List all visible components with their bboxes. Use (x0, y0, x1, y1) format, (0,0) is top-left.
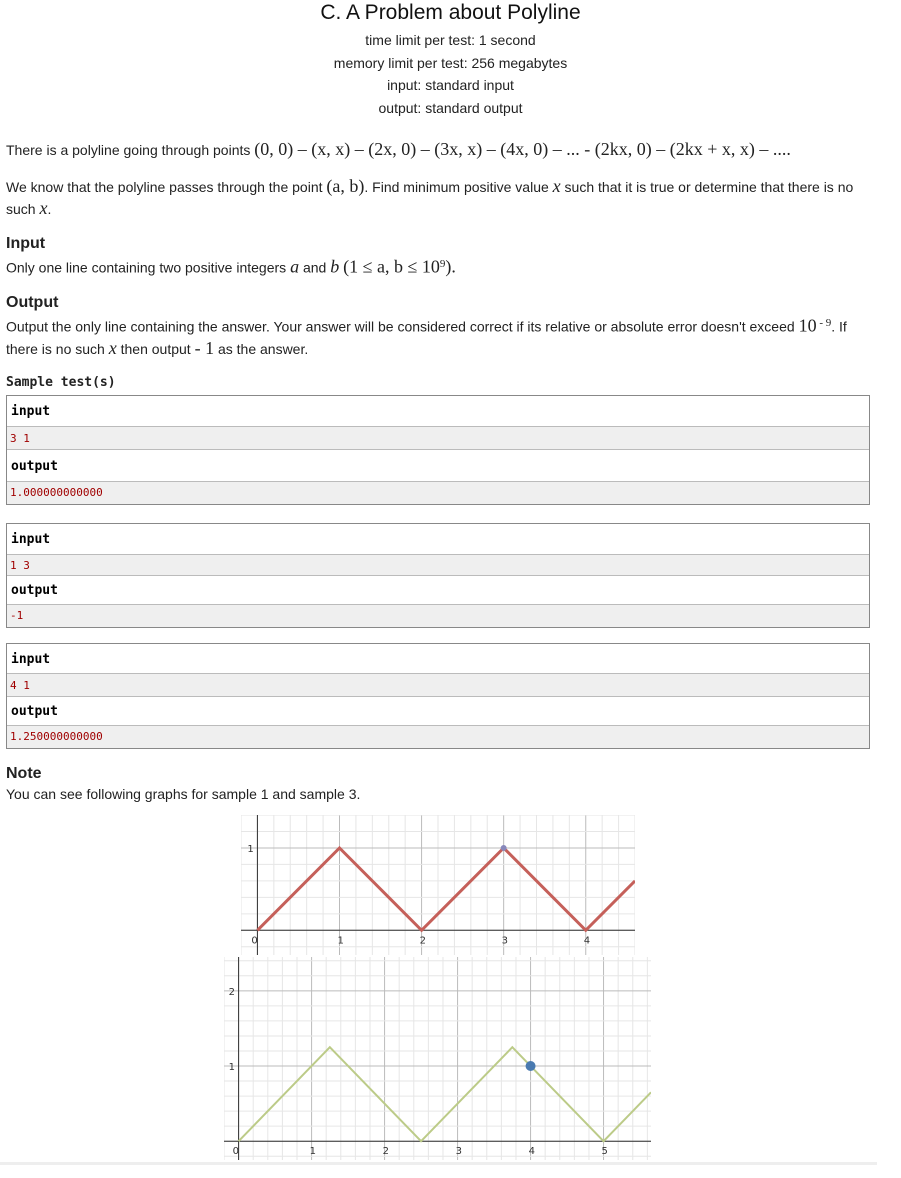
x-tick-label: 3 (501, 935, 509, 947)
x-tick-label: 0 (232, 1146, 239, 1158)
polyline-formula: (0, 0) – (x, x) – (2x, 0) – (3x, x) – (4x, 0) – ... - (2kx, 0) – (2kx + x, x) – .... (254, 139, 791, 159)
statement-paragraph-2 (6, 176, 892, 220)
epsilon-exponent: - 9 (816, 317, 832, 329)
x-tick-label: 4 (528, 1146, 535, 1158)
sample-3-graph (224, 957, 651, 1160)
output-text: as the answer. (214, 340, 309, 357)
output-text: then output (116, 340, 195, 357)
output-text: . If there is no such (6, 318, 847, 357)
x-tick-label: 2 (382, 1146, 389, 1158)
sample-output-label: output (7, 450, 869, 482)
sample-output-value[interactable]: -1 (7, 605, 869, 627)
input-text: and (299, 259, 331, 276)
constraint-close: ). (445, 256, 456, 277)
var-a: a (290, 256, 300, 277)
sample-output-label: output (7, 697, 869, 726)
var-x: x (552, 176, 561, 196)
output-text: Output the only line containing the answer. Your answer will be considered correct if its relative or absolute error doesn't exceed (6, 318, 799, 335)
note-text: You can see following graphs for sample 1 and sample 3. (6, 786, 361, 802)
sample-test-2 (6, 523, 870, 628)
x-tick-label: 2 (419, 935, 426, 947)
x-tick-label: 4 (583, 935, 591, 947)
var-x: x (108, 337, 117, 358)
sample-input-label: input (7, 644, 869, 674)
x-tick-label: 3 (455, 1146, 462, 1158)
var-b: b (330, 256, 340, 277)
sample-output-value[interactable]: 1.250000000000 (7, 726, 869, 748)
chart-background (224, 957, 651, 1160)
epsilon-base: 10 (798, 315, 817, 336)
output-heading: Output (6, 294, 59, 311)
sample-output-value[interactable]: 1.000000000000 (7, 482, 869, 504)
point-ab: (a, b) (326, 176, 365, 196)
sample-input-value[interactable]: 3 1 (7, 427, 869, 450)
statement-text: such that it is true or determine that there is no such (6, 179, 854, 217)
input-text: Only one line containing two positive integers (6, 259, 291, 276)
note-heading: Note (6, 765, 42, 782)
highlight-point (526, 1061, 536, 1071)
note-section (0, 764, 386, 805)
sample-test-3 (6, 643, 870, 749)
input-section (0, 234, 482, 279)
output-file: output: standard output (378, 99, 523, 116)
output-section (0, 293, 878, 360)
statement-text: There is a polyline going through points (6, 142, 255, 158)
var-x: x (39, 198, 48, 218)
x-tick-label: 1 (337, 935, 344, 947)
input-file: input: standard input (387, 77, 514, 93)
sample-input-label: input (7, 396, 869, 427)
sample-1-graph (241, 815, 635, 955)
constraint: (1 ≤ a, b ≤ 10 (343, 256, 440, 277)
y-tick-label: 2 (228, 986, 235, 998)
minus-one: - 1 (194, 337, 215, 358)
statement-text: . (47, 201, 52, 217)
problem-header (0, 0, 901, 119)
input-heading: Input (6, 235, 46, 252)
statement-paragraph-1 (6, 139, 811, 161)
y-tick-label: 1 (228, 1062, 235, 1074)
samples-heading: Sample test(s) (6, 375, 116, 390)
problem-title: C. A Problem about Polyline (320, 1, 581, 24)
statement-text: . Find minimum positive value (364, 179, 553, 195)
output-description (6, 313, 872, 360)
constraint-exponent: 9 (439, 258, 446, 270)
sample-output-label: output (7, 576, 869, 605)
sample-test-1 (6, 395, 870, 505)
sample-input-label: input (7, 524, 869, 555)
x-tick-label: 5 (601, 1146, 608, 1158)
statement-text: We know that the polyline passes through the point (6, 179, 327, 195)
sample-input-value[interactable]: 4 1 (7, 674, 869, 697)
bottom-divider (0, 1162, 877, 1165)
input-description (6, 254, 476, 279)
memory-limit: memory limit per test: 256 megabytes (333, 54, 568, 71)
time-limit: time limit per test: 1 second (365, 32, 536, 48)
x-tick-label: 0 (251, 935, 258, 947)
sample-input-value[interactable]: 1 3 (7, 555, 869, 576)
x-tick-label: 1 (309, 1146, 316, 1158)
highlight-point (501, 845, 507, 851)
y-tick-label: 1 (247, 843, 254, 855)
